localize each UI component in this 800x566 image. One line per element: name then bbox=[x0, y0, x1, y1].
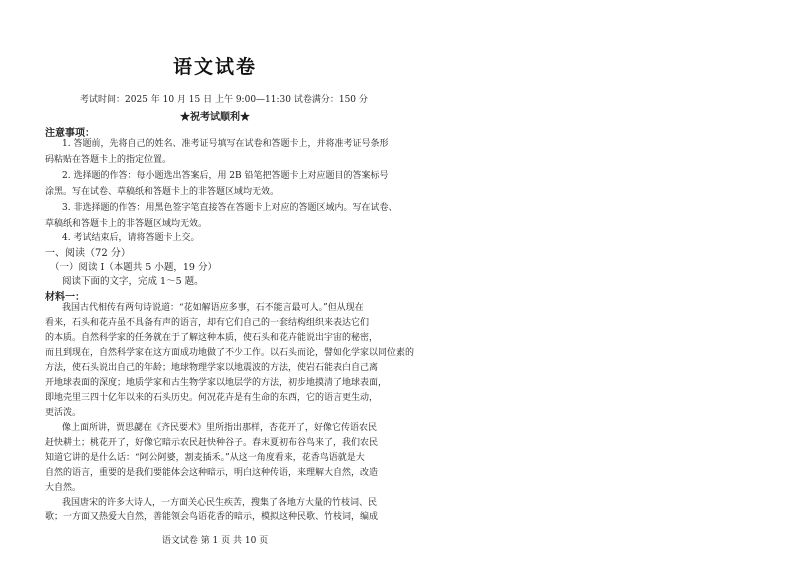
exam-info: 考试时间：2025 年 10 月 15 日 上午 9:00—11:30 试卷满分：150 分 bbox=[80, 95, 368, 105]
sub-section-heading: （一）阅读 I（本题共 5 小题，19 分） bbox=[50, 262, 217, 273]
passage-line: 开地球表面的深度；地质学家和古生物学家以地层学的方法，初步地摸清了地球表面， bbox=[45, 378, 388, 388]
section-heading: 一、阅读（72 分） bbox=[45, 248, 131, 259]
note-line: 1. 答题前，先将自己的姓名、准考证号填写在试卷和答题卡上，并将准考证号条形 bbox=[62, 139, 389, 149]
passage-line: 知道它讲的是什么话：“阿公阿婆，割麦插禾。”从这一角度看来，花香鸟语就是大 bbox=[45, 453, 365, 463]
note-line: 2. 选择题的作答：每小题选出答案后，用 2B 铅笔把答题卡上对应题目的答案标号 bbox=[62, 171, 389, 181]
passage-line: 而且到现在，自然科学家在这方面成功地做了不少工作。以石头而论，譬如化学家以同位素的 bbox=[45, 348, 415, 358]
notes-heading: 注意事项： bbox=[45, 128, 95, 139]
note-line: 3. 非选择题的作答：用黑色签字笔直接答在答题卡上对应的答题区域内。写在试卷、 bbox=[62, 203, 398, 213]
passage-line: 方法，使石头说出自己的年龄；地球物理学家以地震波的方法，使岩石能表白自己离 bbox=[45, 363, 379, 373]
passage-line: 我国唐宋的许多大诗人，一方面关心民生疾苦，搜集了各地方大量的竹枝词、民 bbox=[62, 498, 378, 508]
note-line: 涂黑。写在试卷、草稿纸和答题卡上的非答题区域均无效。 bbox=[45, 187, 280, 197]
passage-line: 更活泼。 bbox=[45, 408, 82, 418]
passage-line: 赶快耕土；桃花开了，好像它暗示农民赶快种谷子。春末夏初布谷鸟来了，我们农民 bbox=[45, 438, 379, 448]
material-label: 材料一： bbox=[45, 292, 85, 303]
passage-line: 自然的语言，重要的是我们要能体会这种暗示，明白这种传语，来理解大自然，改造 bbox=[45, 468, 379, 478]
passage-line: 看来，石头和花卉虽不具备有声的语言，却有它们自己的一套结构组织来表达它们 bbox=[45, 318, 370, 328]
blessing: ★祝考试顺利★ bbox=[180, 112, 250, 123]
passage-line: 像上面所讲，贾思勰在《齐民要术》里所指出那样，杏花开了，好像它传语农民 bbox=[62, 423, 378, 433]
note-line: 4. 考试结束后，请将答题卡上交。 bbox=[62, 233, 200, 243]
passage-line: 的本质。自然科学家的任务就在于了解这种本质，使石头和花卉能说出宇宙的秘密， bbox=[45, 333, 379, 343]
exam-title: 语文试卷 bbox=[172, 56, 257, 78]
instruction: 阅读下面的文字，完成 1～5 题。 bbox=[62, 276, 204, 287]
passage-line: 歌；一方面又热爱大自然，善能领会鸟语花香的暗示，模拟这种民歌、竹枝词，编成 bbox=[45, 512, 379, 522]
note-line: 码粘贴在答题卡上的指定位置。 bbox=[45, 155, 172, 165]
passage-line: 我国古代相传有两句诗说道：“花如解语应多事，石不能言最可人。”但从现在 bbox=[62, 303, 364, 313]
passage-line: 即地壳里三四十亿年以来的石头历史。何况花卉是有生命的东西，它的语言更生动， bbox=[45, 393, 379, 403]
page-footer: 语文试卷 第 1 页 共 10 页 bbox=[161, 536, 269, 546]
passage-line: 大自然。 bbox=[45, 483, 82, 493]
note-line: 草稿纸和答题卡上的非答题区域均无效。 bbox=[45, 219, 208, 229]
